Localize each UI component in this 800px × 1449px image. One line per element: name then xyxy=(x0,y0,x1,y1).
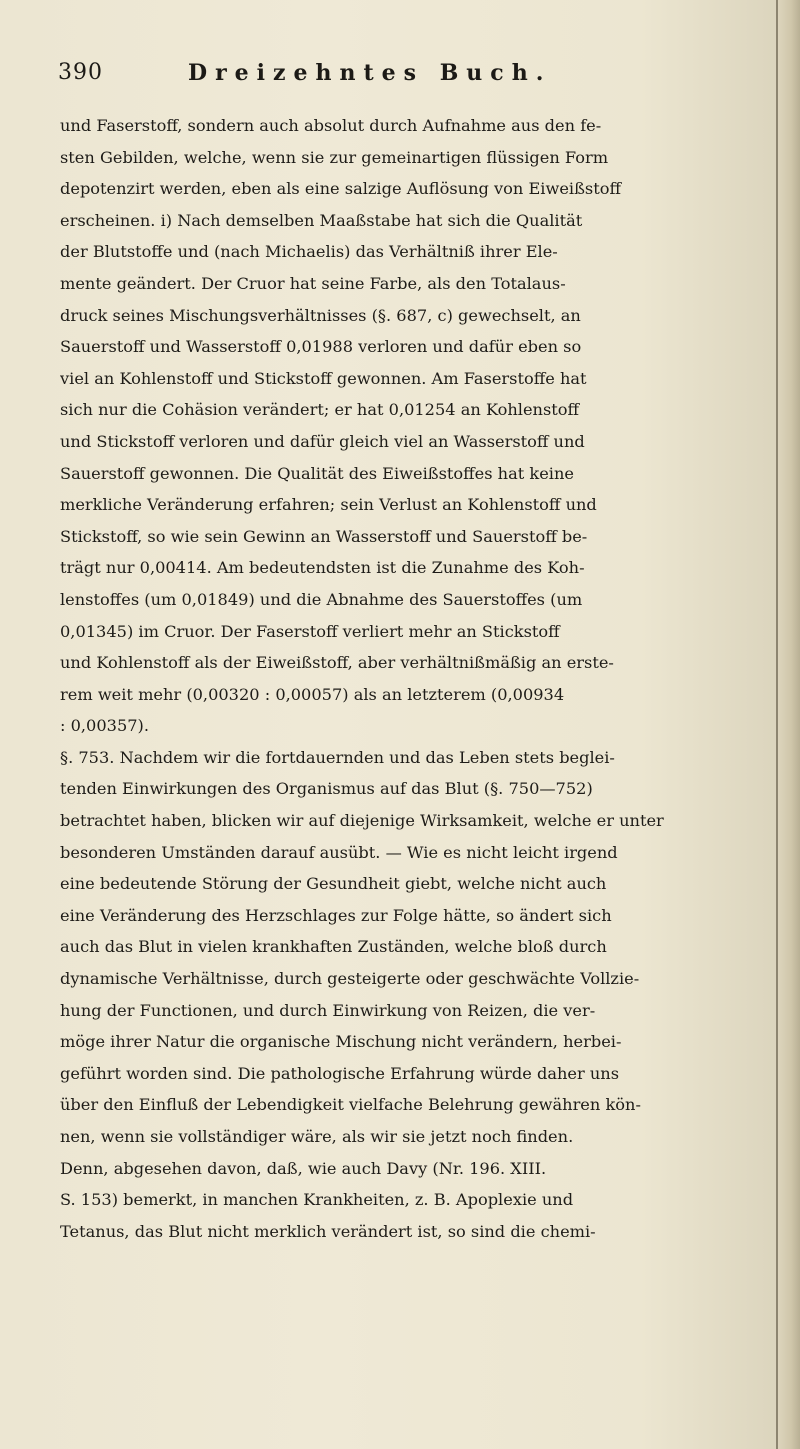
text-line: : 0,00357). xyxy=(60,716,149,736)
text-line: und Kohlenstoff als der Eiweißstoff, aber verhältnißmäßig an erste- xyxy=(60,653,614,673)
text-line: Sauerstoff und Wasserstoff 0,01988 verloren und dafür eben so xyxy=(60,337,582,357)
page-edge xyxy=(776,0,800,1449)
text-line: dynamische Verhältnisse, durch gesteigerte oder geschwächte Vollzie- xyxy=(60,969,640,989)
text-line: mente geändert. Der Cruor hat seine Farbe, als den Totalaus- xyxy=(60,273,566,293)
text-line: Stickstoff, so wie sein Gewinn an Wasserstoff und Sauerstoff be- xyxy=(60,526,588,546)
text-line: druck seines Mischungsverhältnisses (§. 687, c) gewechselt, an xyxy=(60,305,581,325)
text-line: viel an Kohlenstoff und Stickstoff gewonnen. Am Faserstoffe hat xyxy=(60,368,587,388)
text-line: eine bedeutende Störung der Gesundheit giebt, welche nicht auch xyxy=(60,874,607,894)
text-line: lenstoffes (um 0,01849) und die Abnahme des Sauerstoffes (um xyxy=(60,589,583,609)
page-header xyxy=(58,60,738,100)
text-line: und Stickstoff verloren und dafür gleich viel an Wasserstoff und xyxy=(60,431,585,451)
text-line: und Faserstoff, sondern auch absolut durch Aufnahme aus den fe- xyxy=(60,116,602,135)
text-line: besonderen Umständen darauf ausübt. — Wie es nicht leicht irgend xyxy=(60,842,618,862)
text-line: hung der Functionen, und durch Einwirkung von Reizen, die ver- xyxy=(60,1000,596,1020)
text-line: sich nur die Cohäsion verändert; er hat 0,01254 an Kohlenstoff xyxy=(60,400,580,420)
text-line: geführt worden sind. Die pathologische Erfahrung würde daher uns xyxy=(60,1063,620,1083)
text-line: trägt nur 0,00414. Am bedeutendsten ist die Zunahme des Koh- xyxy=(60,558,585,578)
text-line: Tetanus, das Blut nicht merklich verändert ist, so sind die chemi- xyxy=(60,1221,596,1241)
text-line: nen, wenn sie vollständiger wäre, als wir sie jetzt noch finden. xyxy=(60,1127,574,1146)
text-line: eine Veränderung des Herzschlages zur Folge hätte, so ändert sich xyxy=(60,905,612,925)
text-line: merkliche Veränderung erfahren; sein Verlust an Kohlenstoff und xyxy=(60,495,597,515)
text-line: Sauerstoff gewonnen. Die Qualität des Eiweißstoffes hat keine xyxy=(60,463,574,483)
text-line: der Blutstoffe und (nach Michaelis) das Verhältniß ihrer Ele- xyxy=(60,242,558,262)
text-line: erscheinen. i) Nach demselben Maaßstabe hat sich die Qualität xyxy=(60,210,583,230)
text-line: tenden Einwirkungen des Organismus auf das Blut (§. 750—752) xyxy=(60,779,593,799)
page-number: 390 xyxy=(58,60,103,85)
text-line: sten Gebilden, welche, wenn sie zur gemeinartigen flüssigen Form xyxy=(60,147,609,167)
text-line: 0,01345) im Cruor. Der Faserstoff verliert mehr an Stickstoff xyxy=(60,621,560,641)
text-line: Denn, abgesehen davon, daß, wie auch Davy (Nr. 196. XIII. xyxy=(60,1158,547,1178)
text-line: rem weit mehr (0,00320 : 0,00057) als an letzterem (0,00934 xyxy=(60,684,565,704)
text-line: auch das Blut in vielen krankhaften Zuständen, welche bloß durch xyxy=(60,937,607,957)
running-head: Dreizehntes Buch. xyxy=(188,60,552,86)
body-text xyxy=(60,110,750,1247)
text-line: §. 753. Nachdem wir die fortdauernden und das Leben stets beglei- xyxy=(60,747,615,767)
text-line: möge ihrer Natur die organische Mischung nicht verändern, herbei- xyxy=(60,1032,622,1052)
text-line: über den Einfluß der Lebendigkeit vielfache Belehrung gewähren kön- xyxy=(60,1095,641,1115)
text-line: depotenzirt werden, eben als eine salzige Auflösung von Eiweißstoff xyxy=(60,179,621,199)
text-line: betrachtet haben, blicken wir auf diejenige Wirksamkeit, welche er unter xyxy=(60,811,664,831)
text-line: S. 153) bemerkt, in manchen Krankheiten, z. B. Apoplexie und xyxy=(60,1190,574,1210)
